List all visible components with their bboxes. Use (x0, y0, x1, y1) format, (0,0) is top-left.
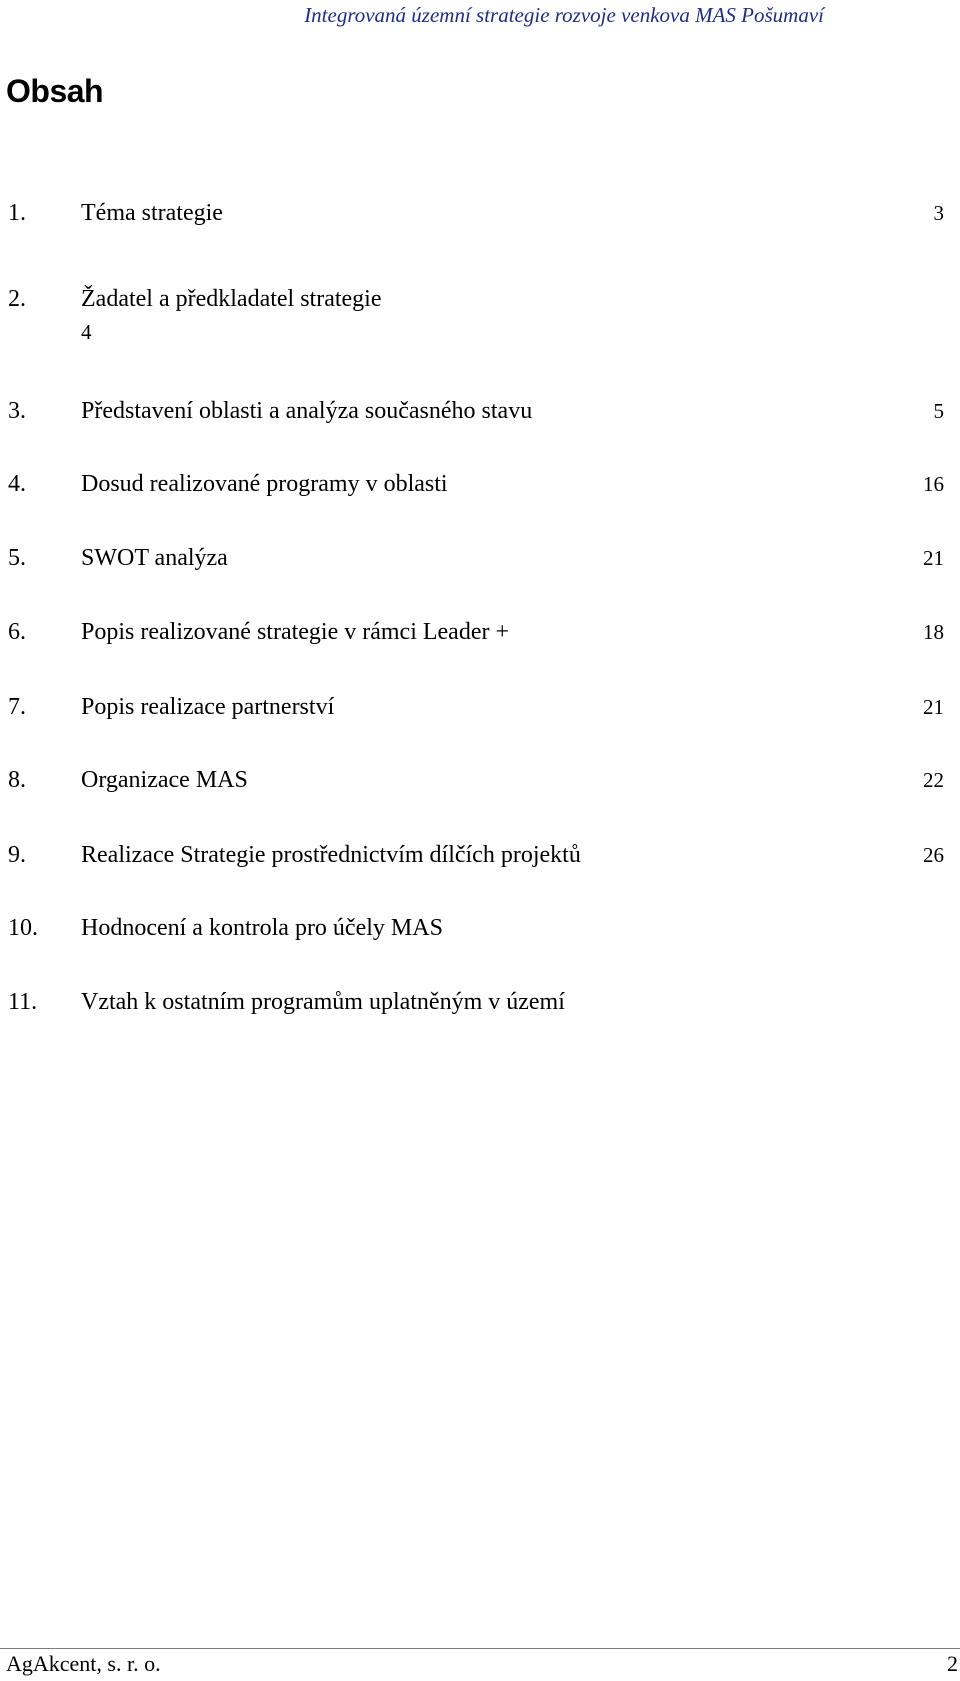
toc-entry-number: 1. (8, 200, 26, 226)
toc-entry-label: SWOT analýza (81, 545, 228, 571)
toc-entry-label: Představení oblasti a analýza současného stavu (81, 398, 533, 424)
toc-entry-number: 10. (8, 915, 38, 941)
toc-entry-number: 11. (8, 989, 38, 1015)
toc-entry-page: 26 (923, 843, 944, 867)
toc-entry-page: 3 (933, 201, 944, 225)
toc-entry-label: Popis realizované strategie v rámci Leader + (81, 619, 510, 645)
toc-entry-page: 18 (923, 620, 944, 644)
toc-entry-label: Hodnocení a kontrola pro účely MAS (81, 915, 443, 941)
toc-entry-number: 5. (8, 545, 26, 571)
toc-entry-number: 6. (8, 619, 26, 645)
toc-entry-page: 16 (923, 472, 944, 496)
toc-entry-label: Realizace Strategie prostřednictvím dílčích projektů (81, 842, 581, 868)
toc-entry-label: Popis realizace partnerství (81, 694, 335, 720)
toc-entry-label: Žadatel a předkladatel strategie (81, 286, 382, 312)
toc-entry-page: 21 (923, 546, 944, 570)
page-title: Obsah (6, 73, 104, 109)
footer-company: AgAkcent, s. r. o. (6, 1651, 161, 1676)
toc-entry-number: 2. (8, 286, 26, 312)
toc-entry-page: 21 (923, 695, 944, 719)
toc-entry-label: Vztah k ostatním programům uplatněným v území (81, 989, 565, 1015)
toc-entry-number: 7. (8, 694, 26, 720)
toc-entry-number: 4. (8, 471, 26, 497)
footer-divider (0, 1648, 960, 1649)
toc-entry-label: Organizace MAS (81, 767, 248, 793)
toc-entry-label: Téma strategie (81, 200, 223, 226)
toc-entry-label: Dosud realizované programy v oblasti (81, 471, 448, 497)
toc-entry-number: 3. (8, 398, 26, 424)
toc-entry-number: 9. (8, 842, 26, 868)
toc-entry-number: 8. (8, 767, 26, 793)
footer-page-number: 2 (947, 1651, 958, 1676)
toc-entry-page: 5 (933, 399, 944, 423)
toc-entry-page: 4 (81, 320, 92, 344)
toc-entry-page: 22 (923, 768, 944, 792)
running-header: Integrovaná územní strategie rozvoje venkova MAS Pošumaví (304, 3, 824, 27)
